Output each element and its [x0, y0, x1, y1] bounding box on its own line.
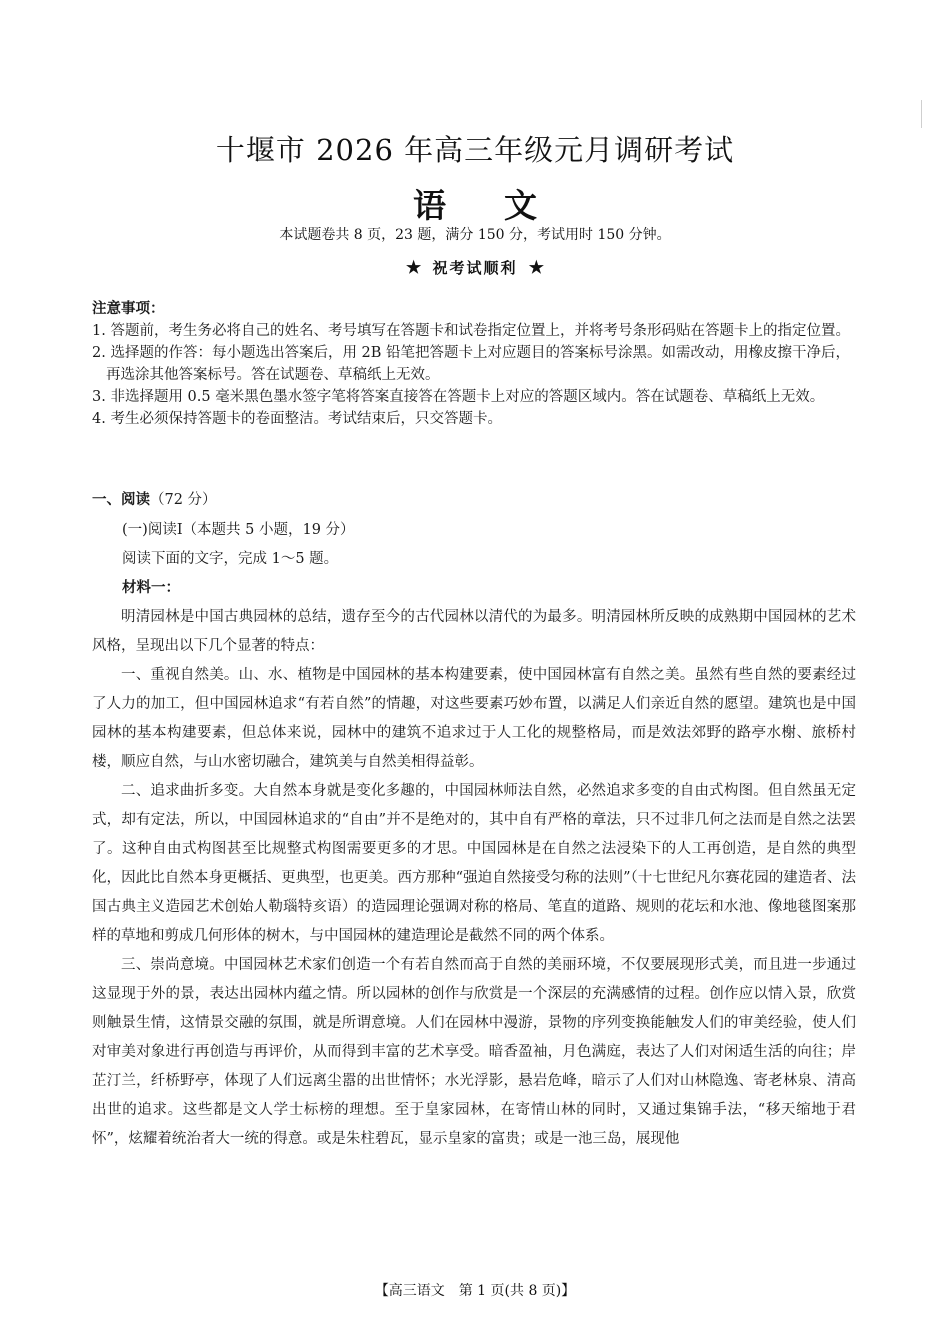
material-label: 材料一：	[122, 579, 180, 596]
passage-paragraph: 二、追求曲折多变。大自然本身就是变化多趣的，中国园林师法自然，必然追求多变的自由式构图。但自然虽无定式，却有定法，所以，中国园林追求的“自由”并不是绝对的，其中自有严格的章法，只不过非几何之法而是自然之法罢了。这种自由式构图甚至比规整式构图需要更多的才思。中国园林是在自然之法浸染下的人工再创造，是自然的典型化，因此比自然本身更概括、更典型，也更美。西方那种“强迫自然接受匀称的法则”（十七世纪凡尔赛花园的建造者、法国古典主义造园艺术创始人勒瑙特亥语）的造园理论强调对称的格局、笔直的道路、规则的花坛和水池、像地毯图案那样的草地和剪成几何形体的树木，与中国园林的建造理论是截然不同的两个体系。	[92, 783, 856, 944]
notice-item: 3. 非选择题用 0.5 毫米黑色墨水签字笔将答案直接答在答题卡上对应的答题区域内。答在试题卷、草稿纸上无效。	[92, 389, 825, 405]
notice-item: 1. 答题前，考生务必将自己的姓名、考号填写在答题卡和试卷指定位置上，并将考号条形码贴在答题卡上的指定位置。	[92, 323, 850, 339]
scan-edge-mark	[921, 100, 922, 128]
passage-paragraph: 一、重视自然美。山、水、植物是中国园林的基本构建要素，使中国园林富有自然之美。虽然有些自然的要素经过了人力的加工，但中国园林追求“有若自然”的情趣，对这些要素巧妙布置，以满足人们亲近自然的愿望。建筑也是中国园林的基本构建要素，但总体来说，园林中的建筑不追求过于人工化的规整格局，而是效法郊野的路亭水榭、旅桥村楼，顺应自然，与山水密切融合，建筑美与自然美相得益彰。	[92, 667, 856, 770]
passage-paragraph: 明清园林是中国古典园林的总结，遗存至今的古代园林以清代的为最多。明清园林所反映的成熟期中国园林的艺术风格，呈现出以下几个显著的特点：	[92, 609, 856, 654]
section-part-score: （72 分）	[150, 492, 217, 508]
exam-info: 本试题卷共 8 页，23 题，满分 150 分，考试用时 150 分钟。	[279, 227, 671, 243]
blessing-text: 祝考试顺利	[432, 259, 518, 277]
subsection-heading: (一)阅读Ⅰ（本题共 5 小题，19 分）	[122, 522, 355, 538]
notice-item: 4. 考生必须保持答题卡的卷面整洁。考试结束后，只交答题卡。	[92, 411, 502, 427]
reading-instruction: 阅读下面的文字，完成 1～5 题。	[122, 551, 339, 567]
section-part-label: 一、阅读	[92, 491, 150, 508]
exam-title: 十堰市 2026 年高三年级元月调研考试	[215, 133, 735, 167]
notice-block	[92, 298, 862, 430]
notice-item: 2. 选择题的作答：每小题选出答案后，用 2B 铅笔把答题卡上对应题目的答案标号涂黑。如需改动，用橡皮擦干净后，再选涂其他答案标号。答在试题卷、草稿纸上无效。	[92, 345, 851, 383]
page-footer: 【高三语文 第 1 页(共 8 页)】	[374, 1283, 576, 1299]
subject-title: 语文	[413, 186, 595, 225]
reading-passage	[92, 603, 856, 1154]
star-icon: ★	[528, 258, 544, 278]
passage-paragraph: 三、崇尚意境。中国园林艺术家们创造一个有若自然而高于自然的美丽环境，不仅要展现形式美，而且进一步通过这显现于外的景，表达出园林内蕴之情。所以园林的创作与欣赏是一个深层的充满感情的过程。创作应以情入景，欣赏则触景生情，这情景交融的氛围，就是所谓意境。人们在园林中漫游，景物的序列变换能触发人们的审美经验，使人们对审美对象进行再创造与再评价，从而得到丰富的艺术享受。暗香盈袖，月色满庭，表达了人们对闲适生活的向往；岸芷汀兰，纤桥野亭，体现了人们远离尘嚣的出世情怀；水光浮影，悬岩危峰，暗示了人们对山林隐逸、寄老林泉、清高出世的追求。这些都是文人学士标榜的理想。至于皇家园林，在寄情山林的同时，又通过集锦手法，“移天缩地于君怀”，炫耀着统治者大一统的得意。或是朱柱碧瓦，显示皇家的富贵；或是一池三岛，展现他	[92, 957, 856, 1147]
section-heading	[92, 489, 862, 511]
notice-heading: 注意事项：	[92, 300, 165, 317]
star-icon: ★	[406, 258, 422, 278]
blessing-line	[0, 257, 950, 278]
